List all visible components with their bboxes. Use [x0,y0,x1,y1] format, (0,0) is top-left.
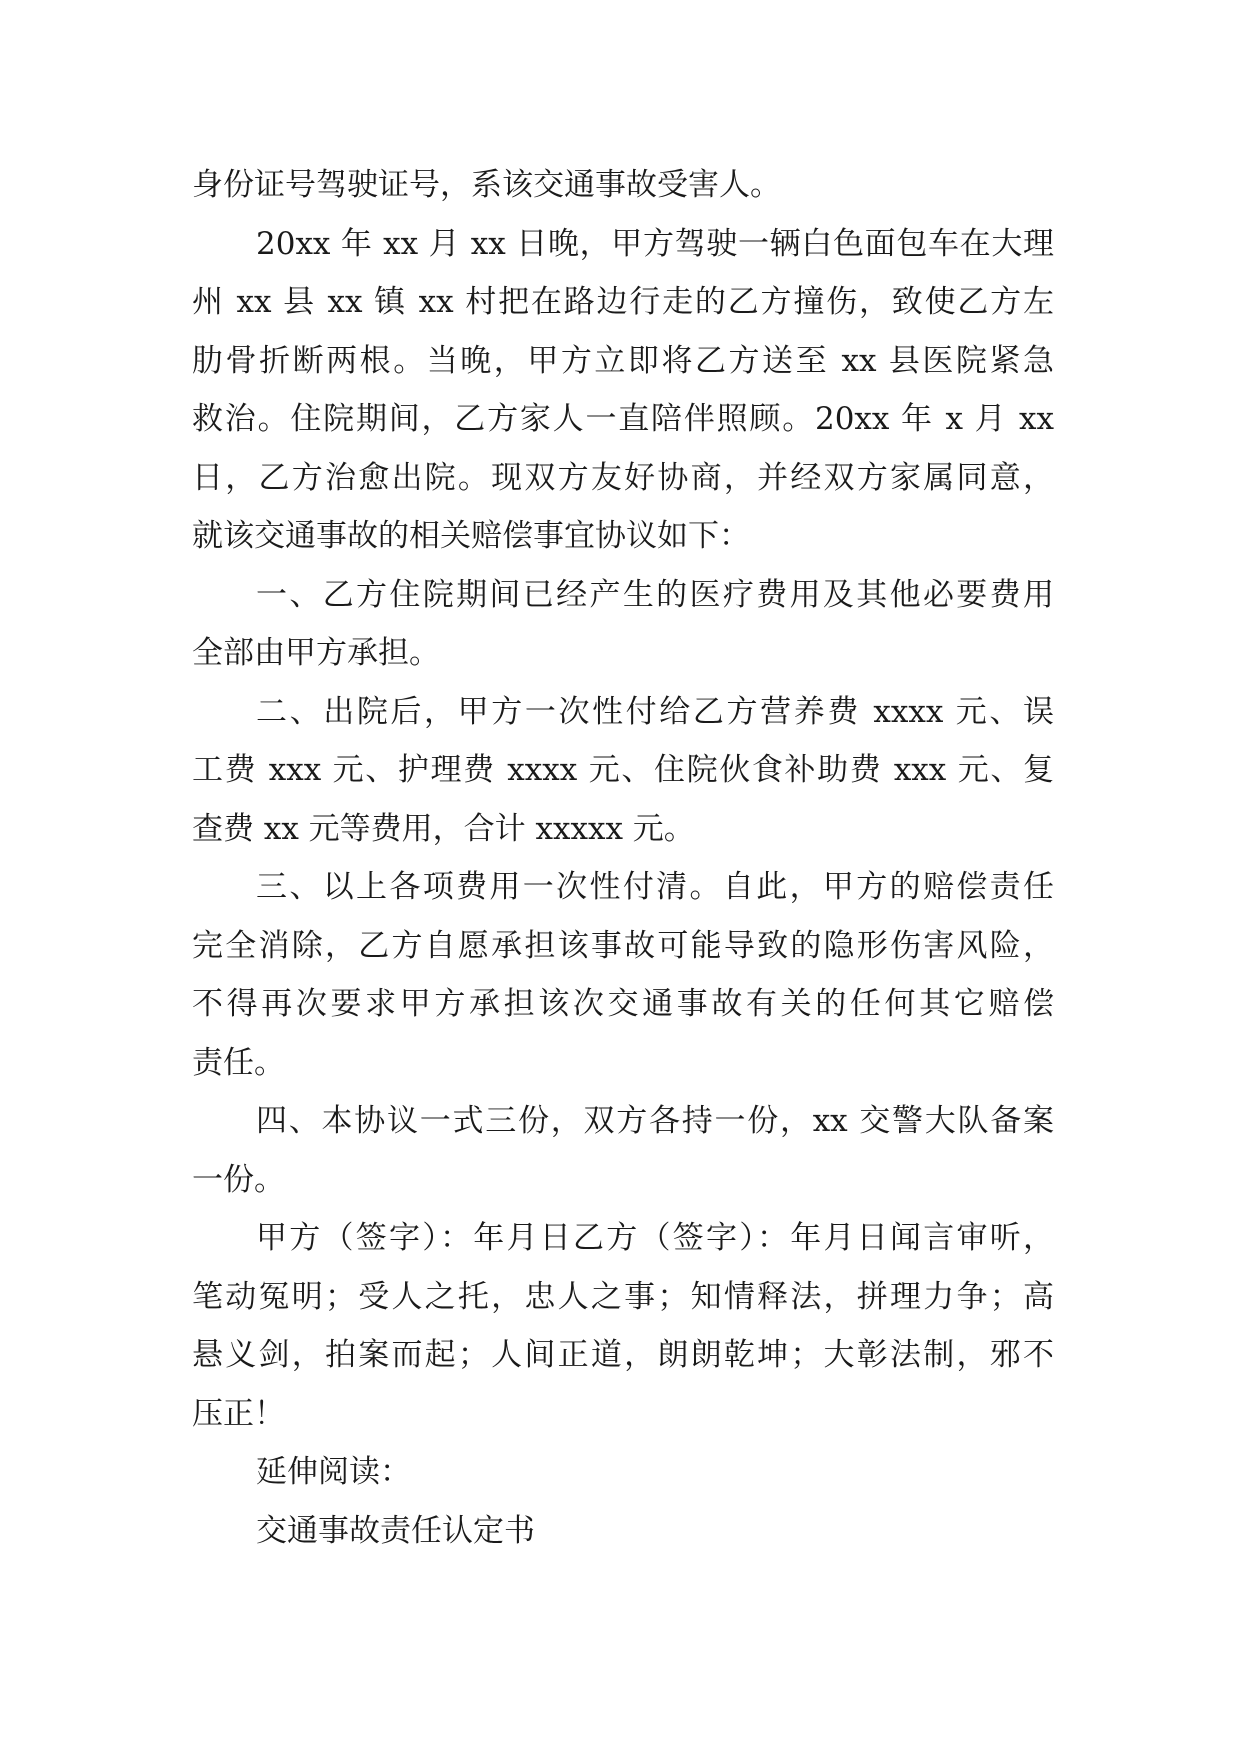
text-line: 压正！ [192,1395,285,1432]
text-line: 身份证号驾驶证号，系该交通事故受害人。 [192,167,781,203]
text-line: 一份。 [192,1161,285,1198]
paragraph-start-line: 甲方（签字）：年月日乙方（签字）：年月日闻言审听， [256,1220,1054,1256]
text-line: 日，乙方治愈出院。现双方友好协商，并经双方家属同意， [192,459,1054,496]
paragraph-start-line: 一、乙方住院期间已经产生的医疗费用及其他必要费用 [256,576,1054,613]
section-heading: 延伸阅读： [256,1454,411,1490]
text-line: 全部由甲方承担。 [192,635,440,671]
paragraph-start-line: 20xx 年 xx 月 xx 日晚，甲方驾驶一辆白色面包车在大理 [256,225,1054,262]
text-line: 悬义剑，拍案而起；人间正道，朗朗乾坤；大彰法制，邪不 [192,1337,1054,1373]
text-line: 不得再次要求甲方承担该次交通事故有关的任何其它赔偿 [192,986,1054,1022]
text-line: 责任。 [192,1044,285,1081]
text-line: 工费 xxx 元、护理费 xxxx 元、住院伙食补助费 xxx 元、复 [192,752,1054,788]
text-line: 笔动冤明；受人之托，忠人之事；知情释法，拼理力争；高 [192,1278,1054,1315]
text-line: 完全消除，乙方自愿承担该事故可能导致的隐形伤害风险， [192,927,1054,964]
text-line: 州 xx 县 xx 镇 xx 村把在路边行走的乙方撞伤，致使乙方左 [192,284,1054,320]
paragraph-start-line: 二、出院后，甲方一次性付给乙方营养费 xxxx 元、误 [256,693,1054,730]
text-line: 就该交通事故的相关赔偿事宜协议如下： [192,518,750,554]
text-line: 查费 xx 元等费用，合计 xxxxx 元。 [192,810,695,847]
text-line: 肋骨折断两根。当晚，甲方立即将乙方送至 xx 县医院紧急 [192,342,1054,379]
text-line: 救治。住院期间，乙方家人一直陪伴照顾。20xx 年 x 月 xx [192,401,1054,437]
paragraph-start-line: 三、以上各项费用一次性付清。自此，甲方的赔偿责任 [256,869,1054,905]
paragraph-start-line: 四、本协议一式三份，双方各持一份，xx 交警大队备案 [256,1103,1054,1139]
document-body [192,156,1054,1560]
section-heading: 交通事故责任认定书 [256,1512,535,1549]
